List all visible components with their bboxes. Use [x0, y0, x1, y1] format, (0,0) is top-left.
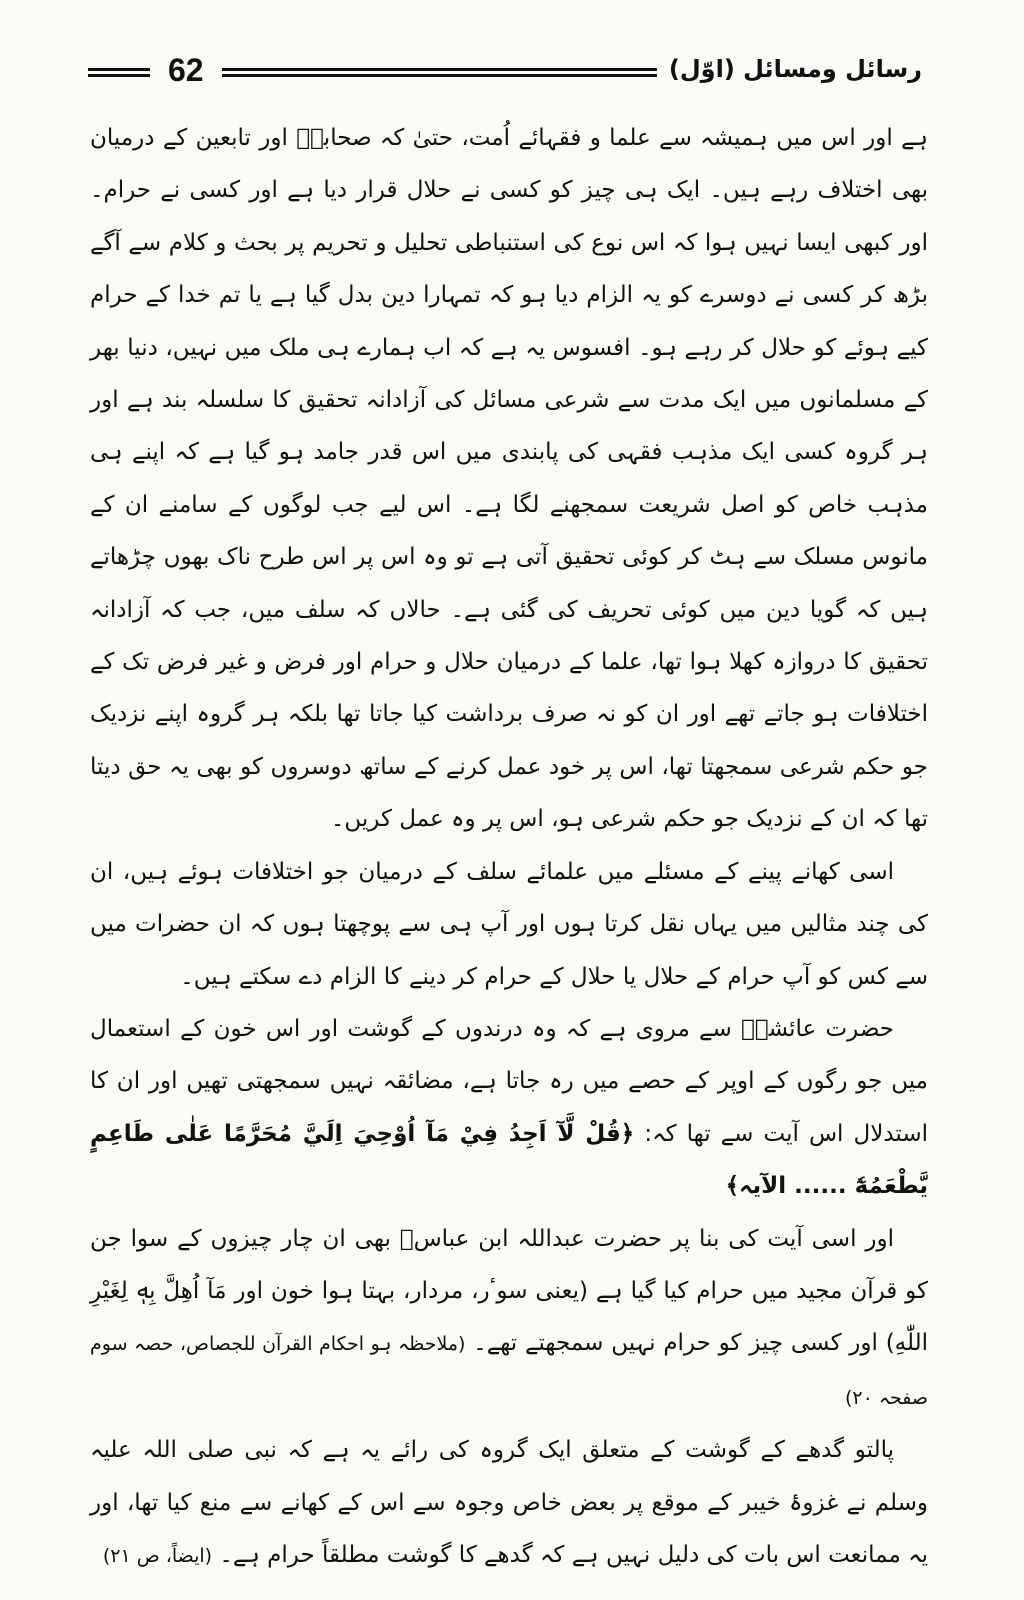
paragraph-text: ہے اور اس میں ہمیشہ سے علما و فقہائے اُمت، حتیٰ کہ صحابہؓ اور تابعین کے درمیان بھی اختلاف رہے ہیں۔ ایک ہی چیز کو کسی نے حلال قرار دیا ہے اور کسی نے حرام۔ اور کبھی ایسا نہیں ہوا کہ اس نوع کی استنباطی تحلیل و تحریم پر بحث و کلام سے آگے بڑھ کر کسی نے دوسرے کو یہ الزام دیا ہو کہ تمہارا دین بدل گیا ہے یا تم خدا کے حرام کیے ہوئے کو حلال کر رہے ہو۔ افسوس یہ ہے کہ اب ہمارے ہی ملک میں نہیں، دنیا بھر کے مسلمانوں میں ایک مدت سے شرعی مسائل کی آزادانہ تحقیق کا سلسلہ بند ہے اور ہر گروہ کسی ایک مذہب فقہی کی پابندی میں اس قدر جامد ہو گیا ہے کہ اپنے ہی مذہب خاص کو اصل شریعت سمجھنے لگا ہے۔ اس لیے جب لوگوں کے سامنے ان کے مانوس مسلک سے ہٹ کر کوئی تحقیق آتی ہے تو وہ اس پر اس طرح ناک بھوں چڑھاتے ہیں کہ گویا دین میں کوئی تحریف کی گئی ہے۔ حالاں کہ سلف میں، جب کہ آزادانہ تحقیق کا دروازہ کھلا ہوا تھا، علما کے درمیان حلال و حرام اور فرض و غیر فرض تک کے اختلافات ہو جاتے تھے اور ان کو نہ صرف برداشت کیا جاتا تھا بلکہ ہر گروہ اپنے نزدیک جو حکم شرعی سمجھتا تھا، اس پر خود عمل کرنے کے ساتھ دوسروں کو بھی یہ حق دیتا تھا کہ ان کے نزدیک جو حکم شرعی ہو، اس پر وہ عمل کریں۔ — [90, 125, 928, 833]
paragraph-text: اسی کھانے پینے کے مسئلے میں علمائے سلف کے درمیان جو اختلافات ہوئے ہیں، ان کی چند مثالیں میں یہاں نقل کرتا ہوں اور آپ ہی سے پوچھتا ہوں کہ ان حضرات میں سے کس کو آپ حرام کے حلال یا حلال کے حرام کر دینے کا الزام دے سکتے ہیں۔ — [90, 858, 928, 990]
paragraph — [90, 1213, 928, 1425]
book-title: رسائل ومسائل (اوّل) — [668, 55, 922, 83]
paragraph-text: حضرت عائشہؓ سے مروی ہے کہ وہ درندوں کے گوشت اور اس خون کے استعمال میں جو رگوں کے اوپر کے حصے میں رہ جاتا ہے، مضائقہ نہیں سمجھتی تھیں اور ان کا استدلال اس آیت سے تھا کہ: — [90, 1015, 928, 1147]
paragraph-text: اور اسی آیت کی بنا پر حضرت عبداللہ ابن عباسؓ بھی ان چار چیزوں کے سوا جن کو قرآن مجید میں حرام کیا گیا ہے (یعنی سوٴر، مردار، بہتا ہوا خون اور مَآ اُهِلَّ بِهٖ لِغَيْرِ اللّٰهِ) اور کسی چیز کو حرام نہیں سمجھتے تھے۔ — [90, 1225, 929, 1357]
citation: (ملاحظہ ہو احکام القرآن للجصاص، حصہ سوم صفحہ ۲۰) — [90, 1333, 928, 1409]
paragraph — [90, 1424, 928, 1582]
citation: (ایضاً، ص ۲۱) — [102, 1544, 213, 1567]
header-rule-left — [88, 68, 150, 77]
header-rule-right — [222, 68, 657, 77]
page-header — [88, 50, 928, 94]
quran-verse: ﴿قُلْ لَّآ اَجِدُ فِيْ مَآ اُوْحِيَ اِلَيَّ مُحَرَّمًا عَلٰى طَاعِمٍ يَّطْعَمُهٗٓ ...... الآیہ﴾ — [90, 1120, 928, 1200]
paragraph — [90, 1003, 928, 1213]
page-body — [90, 112, 929, 1568]
paragraph — [90, 846, 928, 1003]
paragraph — [90, 112, 928, 846]
page-number: 62 — [168, 51, 204, 88]
paragraph-text: پالتو گدھے کے گوشت کے متعلق ایک گروہ کی رائے یہ ہے کہ نبی صلی اللہ علیہ وسلم نے غزوۂ خیبر کے موقع پر بعض خاص وجوہ سے اس کے کھانے سے منع کیا تھا، اور یہ ممانعت اس بات کی دلیل نہیں ہے کہ گدھے کا گوشت مطلقاً حرام ہے۔ — [90, 1437, 928, 1568]
